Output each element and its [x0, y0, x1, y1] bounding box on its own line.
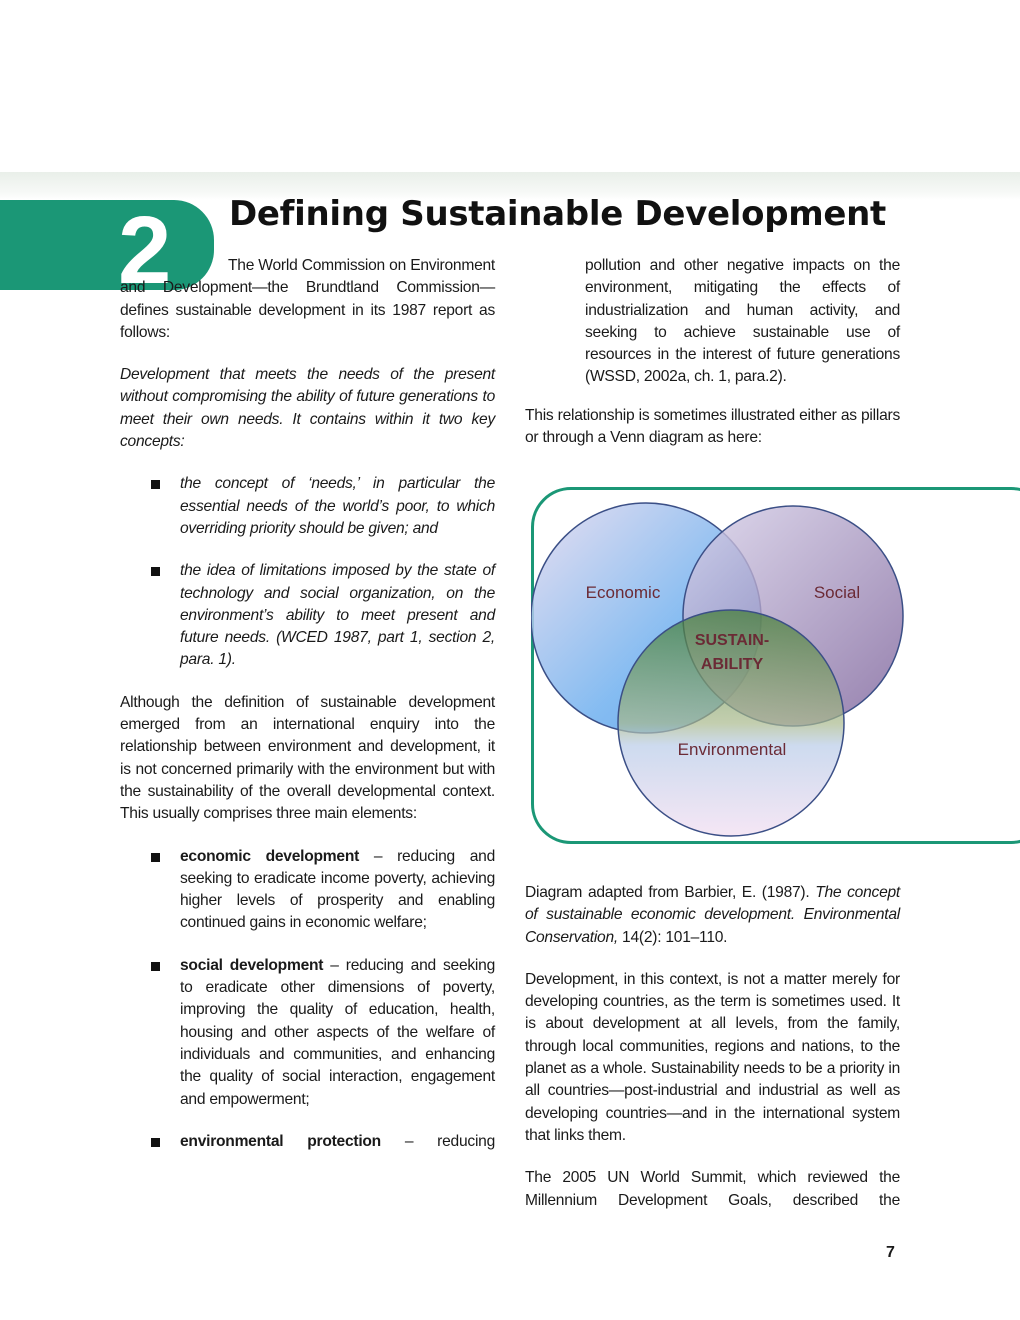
quote-bullet — [120, 473, 495, 540]
bullet-term: social development — [180, 956, 324, 974]
right-column-intro — [525, 405, 900, 470]
right-column-top — [585, 255, 900, 409]
right-column-bottom — [525, 882, 900, 1232]
bullet-term: environmental protection — [180, 1132, 381, 1150]
element-bullet — [120, 846, 495, 935]
bullet-square-icon — [151, 1138, 160, 1147]
bullet-square-icon — [151, 480, 160, 489]
caption-text: Diagram adapted from Barbier, E. (1987). — [525, 884, 816, 901]
paragraph: pollution and other negative impacts on the environment, mitigating the effects of industrialization and human activity, and seeking to achieve sustainable use of resources in the interest of future generations (WSSD, 2002a, ch. 1, para.2). — [585, 257, 900, 386]
bullet-text: – reducing — [380, 1132, 495, 1150]
sustainability-label-1: SUSTAIN- — [694, 632, 770, 649]
environmental-label: Environmental — [677, 740, 787, 759]
caption-text: 14(2): 101–110. — [617, 928, 728, 946]
venn-diagram — [531, 487, 931, 844]
paragraph: The 2005 UN World Summit, which reviewed the Millennium Development Goals, described the — [525, 1169, 900, 1209]
figure-caption — [525, 882, 900, 949]
bullet-square-icon — [151, 853, 160, 862]
bullet-text: the idea of limitations imposed by the state of technology and social organization, on the environment’s ability to meet present and future needs. (WCED 1987, part 1, section 2, para. 1). — [180, 562, 495, 669]
bullet-text: the concept of ‘needs,’ in particular the essential needs of the world’s poor, to which overriding priority should be given; and — [180, 475, 495, 537]
social-label: Social — [813, 583, 861, 602]
bullet-text: – reducing and seeking to eradicate income poverty, achieving higher levels of prosperity and enabling continued gains in economic welfare; — [180, 847, 495, 932]
bullet-term: economic development — [180, 847, 360, 865]
quote-bullet — [120, 560, 495, 671]
sustainability-label-2: ABILITY — [700, 656, 764, 673]
page-title: Defining Sustainable Development — [229, 194, 886, 234]
paragraph: Development, in this context, is not a matter merely for developing countries, as the term is sometimes used. It is about development at all levels, from the family, through local communities, regions and nations, to the planet as a whole. Sustainability needs to be a priority in all countries—post-industrial and industrial as well as developing countries—and in the international system that links them. — [525, 970, 900, 1144]
intro-paragraph — [120, 255, 495, 344]
bullet-square-icon — [151, 567, 160, 576]
chapter-number: 2 — [118, 197, 170, 304]
left-column — [120, 255, 495, 1173]
intro-text: The World Commission on Environment and Development—the Brundtland Commission—defines sustainable development in its 1987 report as follows: — [120, 257, 495, 341]
element-bullet — [120, 955, 495, 1111]
paragraph: Although the definition of sustainable development emerged from an international enquiry into the relationship between environment and development, it is not concerned primarily with the environment but with the sustainability of the overall developmental context. This usually comprises three main elements: — [120, 693, 495, 823]
element-bullet — [120, 1131, 495, 1153]
caption-title: The concept of sustainable economic development. Environmental Conservation, — [525, 884, 900, 946]
bullet-text: – reducing and seeking to eradicate other dimensions of poverty, improving the quality of education, health, housing and other aspects of the welfare of individuals and communities, and enhancing the quality of social interaction, engagement and empowerment; — [180, 956, 495, 1108]
paragraph: This relationship is sometimes illustrated either as pillars or through a Venn diagram as here: — [525, 407, 900, 447]
page-number: 7 — [886, 1244, 895, 1261]
economic-label: Economic — [585, 583, 661, 602]
bullet-square-icon — [151, 962, 160, 971]
quote-paragraph: Development that meets the needs of the present without compromising the ability of future generations to meet their own needs. It contains within it two key concepts: — [120, 366, 495, 451]
